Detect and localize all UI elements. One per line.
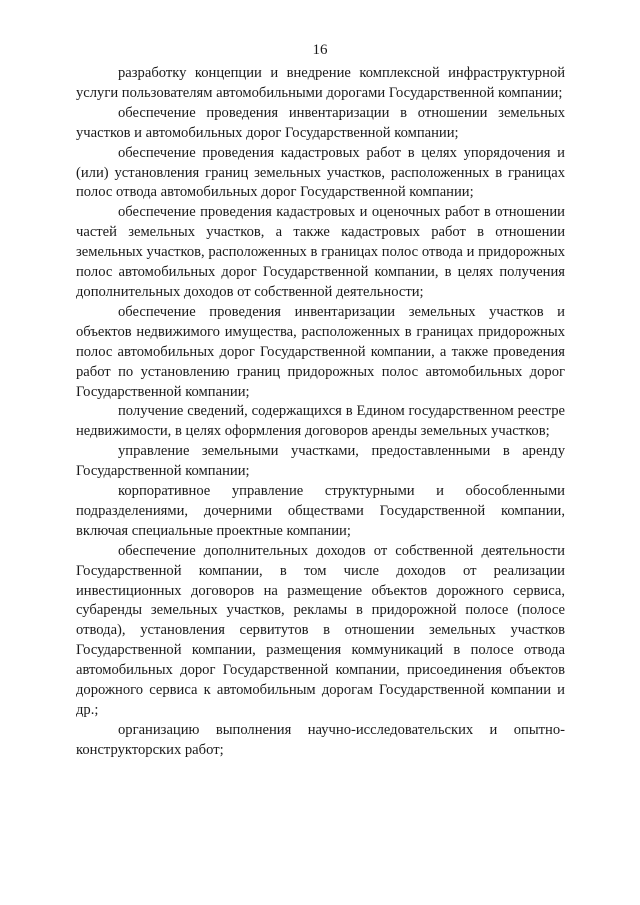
paragraph-infrastructure-service: разработку концепции и внедрение комплексной инфраструктурной услуги пользователям автомобильными дорогами Государственной компании; bbox=[76, 65, 565, 101]
paragraph-cadastral-valuation: обеспечение проведения кадастровых и оценочных работ в отношении частей земельных участков, а также кадастровых работ в отношении земельных участков, расположенных в границах полос отвода и придорожных полос автомобильных дорог Государственной компании, в целях получения дополнительных доходов от собственной деятельности; bbox=[76, 204, 565, 300]
document-body bbox=[76, 64, 565, 761]
paragraph-additional-income: обеспечение дополнительных доходов от собственной деятельности Государственной компании, в том числе доходов от реализации инвестиционных договоров на размещение объектов дорожного сервиса, субаренды земельных участков, рекламы в придорожной полосе (полосе отвода), установления сервитутов в отношении земельных участков Государственной компании, размещения коммуникаций в полосе отвода автомобильных дорог Государственной компании, присоединения объектов дорожного сервиса к автомобильным дорогам Государственной компании и др.; bbox=[76, 542, 565, 718]
page-number: 16 bbox=[312, 42, 328, 58]
paragraph-cadastral-boundaries: обеспечение проведения кадастровых работ в целях упорядочения и (или) установления границ земельных участков, расположенных в границах полос отвода автомобильных дорог Государственной компании; bbox=[76, 144, 565, 201]
paragraph-research-works: организацию выполнения научно-исследовательских и опытно-конструкторских работ; bbox=[76, 721, 565, 758]
paragraph-inventory-roadside: обеспечение проведения инвентаризации земельных участков и объектов недвижимого имущества, расположенных в границах придорожных полос автомобильных дорог Государственной компании, а также проведения работ по установлению границ придорожных полос автомобильных дорог Государственной компании; bbox=[76, 303, 565, 400]
paragraph-inventory-land-roads: обеспечение проведения инвентаризации в отношении земельных участков и автомобильных дорог Государственной компании; bbox=[76, 104, 565, 141]
paragraph-corporate-governance: корпоративное управление структурными и обособленными подразделениями, дочерними обществами Государственной компании, включая специальные проектные компании; bbox=[76, 483, 565, 539]
paragraph-land-management: управление земельными участками, предоставленными в аренду Государственной компании; bbox=[76, 443, 565, 480]
paragraph-registry-info: получение сведений, содержащихся в Едином государственном реестре недвижимости, в целях оформления договоров аренды земельных участков; bbox=[76, 403, 565, 440]
